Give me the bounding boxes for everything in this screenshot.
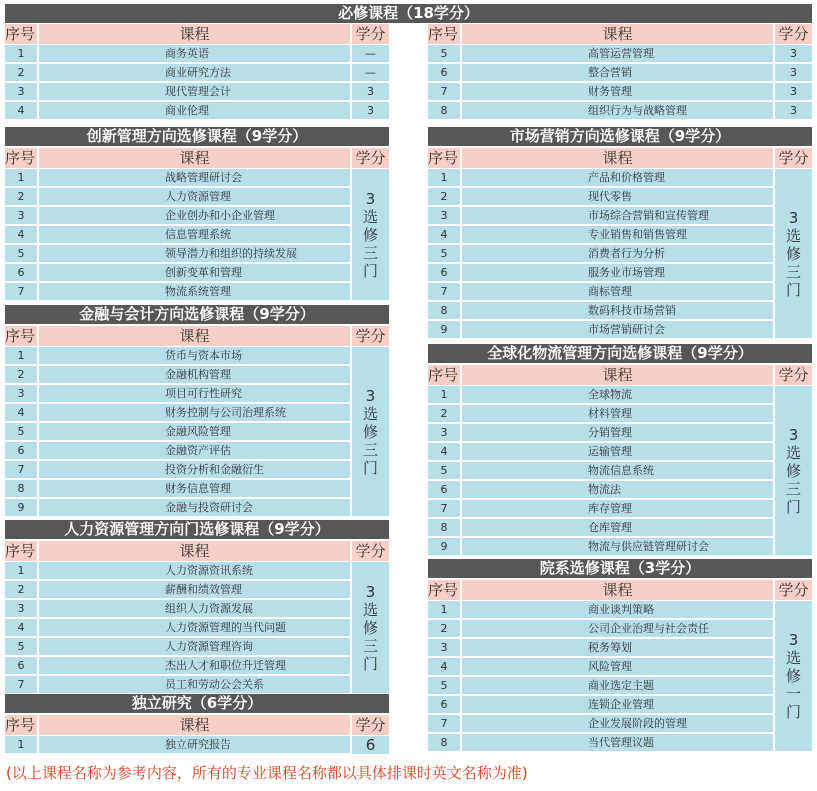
credit-cell [352,562,389,693]
row-course: 物流法 [462,481,773,498]
row-seq: 7 [5,283,37,300]
row-course: 组织行为与战略管理 [462,102,773,119]
row-seq: 3 [428,207,460,224]
table-row [5,461,350,478]
header-course: 课程 [462,148,773,168]
row-seq: 5 [428,245,460,262]
column-header-row [428,365,812,385]
table-row [428,620,773,637]
row-course: 材料管理 [462,405,773,422]
row-seq: 3 [5,385,37,402]
header-seq: 序号 [428,366,459,384]
elective-section [428,559,812,753]
required-right-table [428,24,812,121]
row-course: 战略管理研讨会 [39,169,350,186]
column-header-row [428,24,812,44]
table-row [5,638,350,655]
rows [5,169,350,302]
row-seq: 5 [5,245,37,262]
credit-char: 修 [362,225,378,244]
elective-section [5,305,389,518]
table-row [5,600,350,617]
row-seq: 1 [5,736,37,753]
row-course: 专业销售和销售管理 [462,226,773,243]
row-seq: 1 [428,386,460,403]
row-seq: 6 [428,264,460,281]
table-row [5,102,389,119]
table-row [5,64,389,81]
credit-char: 门 [785,280,801,299]
credit-cell [775,601,812,751]
row-seq: 4 [5,226,37,243]
row-credit: 3 [775,64,812,81]
row-course: 财务管理 [462,83,773,100]
table-row [428,226,773,243]
row-course: 财务信息管理 [39,480,350,497]
table-row [428,424,773,441]
header-seq: 序号 [5,149,36,167]
column-header-row [5,326,389,346]
table-row [428,696,773,713]
row-course: 投资分析和金融衍生 [39,461,350,478]
credit-cell [352,736,389,754]
credit-char: 一 [785,685,801,703]
row-course: 商业伦理 [39,102,350,119]
table-row [428,519,773,536]
row-seq: 2 [428,188,460,205]
header-course: 课程 [39,715,350,735]
row-seq: 3 [5,83,37,100]
header-credit: 学分 [775,24,812,44]
row-seq: 8 [428,734,460,751]
header-credit: 学分 [775,365,812,385]
header-seq: 序号 [5,25,36,43]
table-row [428,45,812,62]
elective-section [5,127,389,302]
rows [428,386,773,557]
table-row [428,245,773,262]
table-row [428,443,773,460]
credit-char: 门 [362,261,378,280]
row-seq: 7 [5,461,37,478]
section-body [5,347,389,518]
row-course: 物流与供应链管理研讨会 [462,538,773,555]
table-row [5,404,350,421]
credit-char: 选 [362,600,378,619]
row-seq: 9 [428,321,460,338]
section-body [428,169,812,340]
row-seq: 4 [428,226,460,243]
row-seq: 4 [428,443,460,460]
row-credit: 3 [352,83,389,100]
table-row [428,462,773,479]
header-credit: 学分 [352,715,389,735]
credit-char: 3 [365,189,376,208]
column-header-row [5,148,389,168]
header-seq: 序号 [428,25,459,43]
rows [5,562,350,695]
rows [5,347,350,518]
credit-char: 修 [785,461,801,480]
row-course: 高管运营管理 [462,45,773,62]
credit-char: 3 [788,631,799,649]
row-credit: 3 [352,102,389,119]
credit-char: 修 [362,422,378,441]
header-credit: 学分 [352,148,389,168]
row-seq: 7 [428,283,460,300]
credit-cell [775,169,812,338]
table-row [5,562,350,579]
row-seq: 5 [428,677,460,694]
row-course: 人力资源资讯系统 [39,562,350,579]
table-row [428,264,773,281]
credit-char: 修 [785,667,801,685]
table-row [428,405,773,422]
section-body [5,736,389,756]
elective-section [5,694,389,756]
section-title: 全球化物流管理方向选修课程（9学分） [428,344,812,363]
table-row [428,601,773,618]
elective-section [5,520,389,695]
credit-char: 选 [785,443,801,462]
header-seq: 序号 [5,542,36,560]
table-row [5,188,350,205]
row-course: 员工和劳动公会关系 [39,676,350,693]
row-seq: 3 [5,600,37,617]
column-header-row [428,148,812,168]
row-course: 风险管理 [462,658,773,675]
table-row [5,442,350,459]
row-course: 税务筹划 [462,639,773,656]
credit-char: 3 [788,425,799,444]
credit-char: 3 [365,386,376,405]
row-seq: 1 [5,169,37,186]
table-row [5,169,350,186]
section-title: 创新管理方向选修课程（9学分） [5,127,389,146]
row-seq: 3 [428,639,460,656]
row-course: 企业创办和小企业管理 [39,207,350,224]
row-course: 库存管理 [462,500,773,517]
row-seq: 3 [5,207,37,224]
header-course: 课程 [462,365,773,385]
table-row [5,676,350,693]
credit-char: 门 [785,703,801,721]
row-course: 当代管理议题 [462,734,773,751]
header-seq: 序号 [428,149,459,167]
credit-char: 3 [788,208,799,227]
table-row [428,302,773,319]
credit-char: 三 [785,479,801,498]
section-body [5,562,389,695]
table-row [5,226,350,243]
table-row [428,658,773,675]
credit-char: 选 [362,404,378,423]
table-row [428,481,773,498]
row-course: 商业选定主题 [462,677,773,694]
row-credit: 3 [775,45,812,62]
row-seq: 4 [428,658,460,675]
header-credit: 学分 [352,541,389,561]
table-row [5,499,350,516]
credit-char: 门 [362,654,378,673]
row-course: 货币与资本市场 [39,347,350,364]
header-course: 课程 [39,326,350,346]
row-seq: 2 [428,405,460,422]
header-seq: 序号 [428,581,459,599]
row-seq: 1 [5,347,37,364]
credit-cell [775,386,812,555]
header-course: 课程 [462,24,773,44]
table-row [5,581,350,598]
required-left-table [5,24,389,121]
row-course: 消费者行为分析 [462,245,773,262]
row-course: 独立研究报告 [39,736,350,753]
table-row [428,386,773,403]
row-course: 产品和价格管理 [462,169,773,186]
credit-char: 三 [362,243,378,262]
credit-char: 三 [362,636,378,655]
table-row [428,500,773,517]
row-course: 公司企业治理与社会责任 [462,620,773,637]
row-seq: 6 [428,64,460,81]
credit-char: 6 [365,736,376,754]
row-seq: 7 [428,83,460,100]
row-course: 分销管理 [462,424,773,441]
row-course: 市场营销研讨会 [462,321,773,338]
row-course: 财务控制与公司治理系统 [39,404,350,421]
table-row [428,83,812,100]
row-seq: 9 [428,538,460,555]
credit-char: 3 [365,582,376,601]
row-credit: 3 [775,102,812,119]
row-seq: 5 [5,423,37,440]
header-credit: 学分 [352,326,389,346]
section-body [5,169,389,302]
header-credit: 学分 [775,148,812,168]
row-course: 物流信息系统 [462,462,773,479]
row-seq: 6 [5,264,37,281]
table-row [5,385,350,402]
credit-char: 选 [362,207,378,226]
column-header-row [5,541,389,561]
table-row [428,734,773,751]
row-seq: 2 [5,366,37,383]
row-course: 薪酬和绩效管理 [39,581,350,598]
header-credit: 学分 [352,24,389,44]
row-seq: 8 [428,302,460,319]
row-seq: 6 [5,442,37,459]
header-course: 课程 [462,580,773,600]
row-credit: 3 [775,83,812,100]
section-title: 独立研究（6学分） [5,694,389,713]
table-row [5,366,350,383]
table-row [428,283,773,300]
table-row [428,321,773,338]
table-row [5,245,350,262]
table-row [428,207,773,224]
credit-char: 门 [362,458,378,477]
rows [5,736,350,756]
table-row [5,283,350,300]
row-seq: 2 [428,620,460,637]
credit-cell [352,169,389,300]
row-seq: 7 [5,676,37,693]
row-seq: 1 [5,562,37,579]
row-seq: 7 [428,715,460,732]
header-course: 课程 [39,541,350,561]
row-seq: 7 [428,500,460,517]
row-course: 市场综合营销和宣传管理 [462,207,773,224]
row-seq: 4 [5,619,37,636]
table-row [428,677,773,694]
row-seq: 5 [428,462,460,479]
row-course: 服务业市场管理 [462,264,773,281]
table-row [428,639,773,656]
row-course: 数码科技市场营销 [462,302,773,319]
section-body [428,601,812,753]
row-seq: 8 [5,480,37,497]
rows [428,169,773,340]
row-seq: 2 [5,581,37,598]
table-row [5,207,350,224]
row-course: 现代管理会计 [39,83,350,100]
row-course: 金融资产评估 [39,442,350,459]
table-row [428,169,773,186]
header-course: 课程 [39,148,350,168]
table-row [428,188,773,205]
table-row [5,736,350,753]
credit-char: 选 [785,649,801,667]
header-credit: 学分 [775,580,812,600]
table-row [5,423,350,440]
table-row [5,45,389,62]
row-seq: 3 [428,424,460,441]
row-course: 领导潜力和组织的持续发展 [39,245,350,262]
credit-char: 选 [785,226,801,245]
row-course: 创新变革和管理 [39,264,350,281]
row-seq: 4 [5,102,37,119]
row-seq: 6 [5,657,37,674]
row-seq: 2 [5,188,37,205]
column-header-row [5,715,389,735]
row-course: 企业发展阶段的管理 [462,715,773,732]
table-row [428,538,773,555]
row-credit: — [352,64,389,81]
row-course: 整合营销 [462,64,773,81]
section-title: 市场营销方向选修课程（9学分） [428,127,812,146]
row-course: 金融风险管理 [39,423,350,440]
row-seq: 6 [428,481,460,498]
section-title: 院系选修课程（3学分） [428,559,812,578]
table-row [428,102,812,119]
row-seq: 1 [428,601,460,618]
table-row [5,619,350,636]
row-course: 组织人力资源发展 [39,600,350,617]
table-row [5,83,389,100]
row-seq: 4 [5,404,37,421]
header-seq: 序号 [5,327,36,345]
row-seq: 6 [428,696,460,713]
row-course: 连锁企业管理 [462,696,773,713]
elective-section [428,344,812,557]
row-course: 人力资源管理咨询 [39,638,350,655]
credit-char: 修 [362,618,378,637]
column-header-row [428,580,812,600]
header-seq: 序号 [5,716,36,734]
table-row [5,480,350,497]
row-seq: 8 [428,519,460,536]
credit-char: 三 [785,262,801,281]
row-course: 商务英语 [39,45,350,62]
row-course: 运输管理 [462,443,773,460]
table-row [5,347,350,364]
section-title: 人力资源管理方向门选修课程（9学分） [5,520,389,539]
credit-char: 门 [785,497,801,516]
table-row [428,64,812,81]
table-row [5,657,350,674]
table-row [5,264,350,281]
row-course: 人力资源管理的当代问题 [39,619,350,636]
row-seq: 8 [428,102,460,119]
row-credit: — [352,45,389,62]
row-seq: 1 [5,45,37,62]
row-course: 金融与投资研讨会 [39,499,350,516]
table-row [428,715,773,732]
row-course: 金融机构管理 [39,366,350,383]
row-course: 全球物流 [462,386,773,403]
row-seq: 9 [5,499,37,516]
required-courses-title: 必修课程（18学分） [5,4,812,23]
row-seq: 5 [5,638,37,655]
row-course: 仓库管理 [462,519,773,536]
credit-cell [352,347,389,516]
row-course: 商标管理 [462,283,773,300]
row-seq: 5 [428,45,460,62]
row-course: 物流系统管理 [39,283,350,300]
row-course: 现代零售 [462,188,773,205]
row-seq: 1 [428,169,460,186]
row-course: 杰出人才和职位升迁管理 [39,657,350,674]
column-header-row [5,24,389,44]
footnote: (以上课程名称为参考内容，所有的专业课程名称都以具体排课时英文名称为准) [6,764,528,782]
credit-char: 修 [785,244,801,263]
header-course: 课程 [39,24,350,44]
credit-char: 三 [362,440,378,459]
row-course: 商业谈判策略 [462,601,773,618]
row-course: 人力资源管理 [39,188,350,205]
section-body [428,386,812,557]
section-title: 金融与会计方向选修课程（9学分） [5,305,389,324]
elective-section [428,127,812,340]
rows [428,601,773,753]
row-course: 商业研究方法 [39,64,350,81]
row-seq: 2 [5,64,37,81]
row-course: 信息管理系统 [39,226,350,243]
row-course: 项目可行性研究 [39,385,350,402]
